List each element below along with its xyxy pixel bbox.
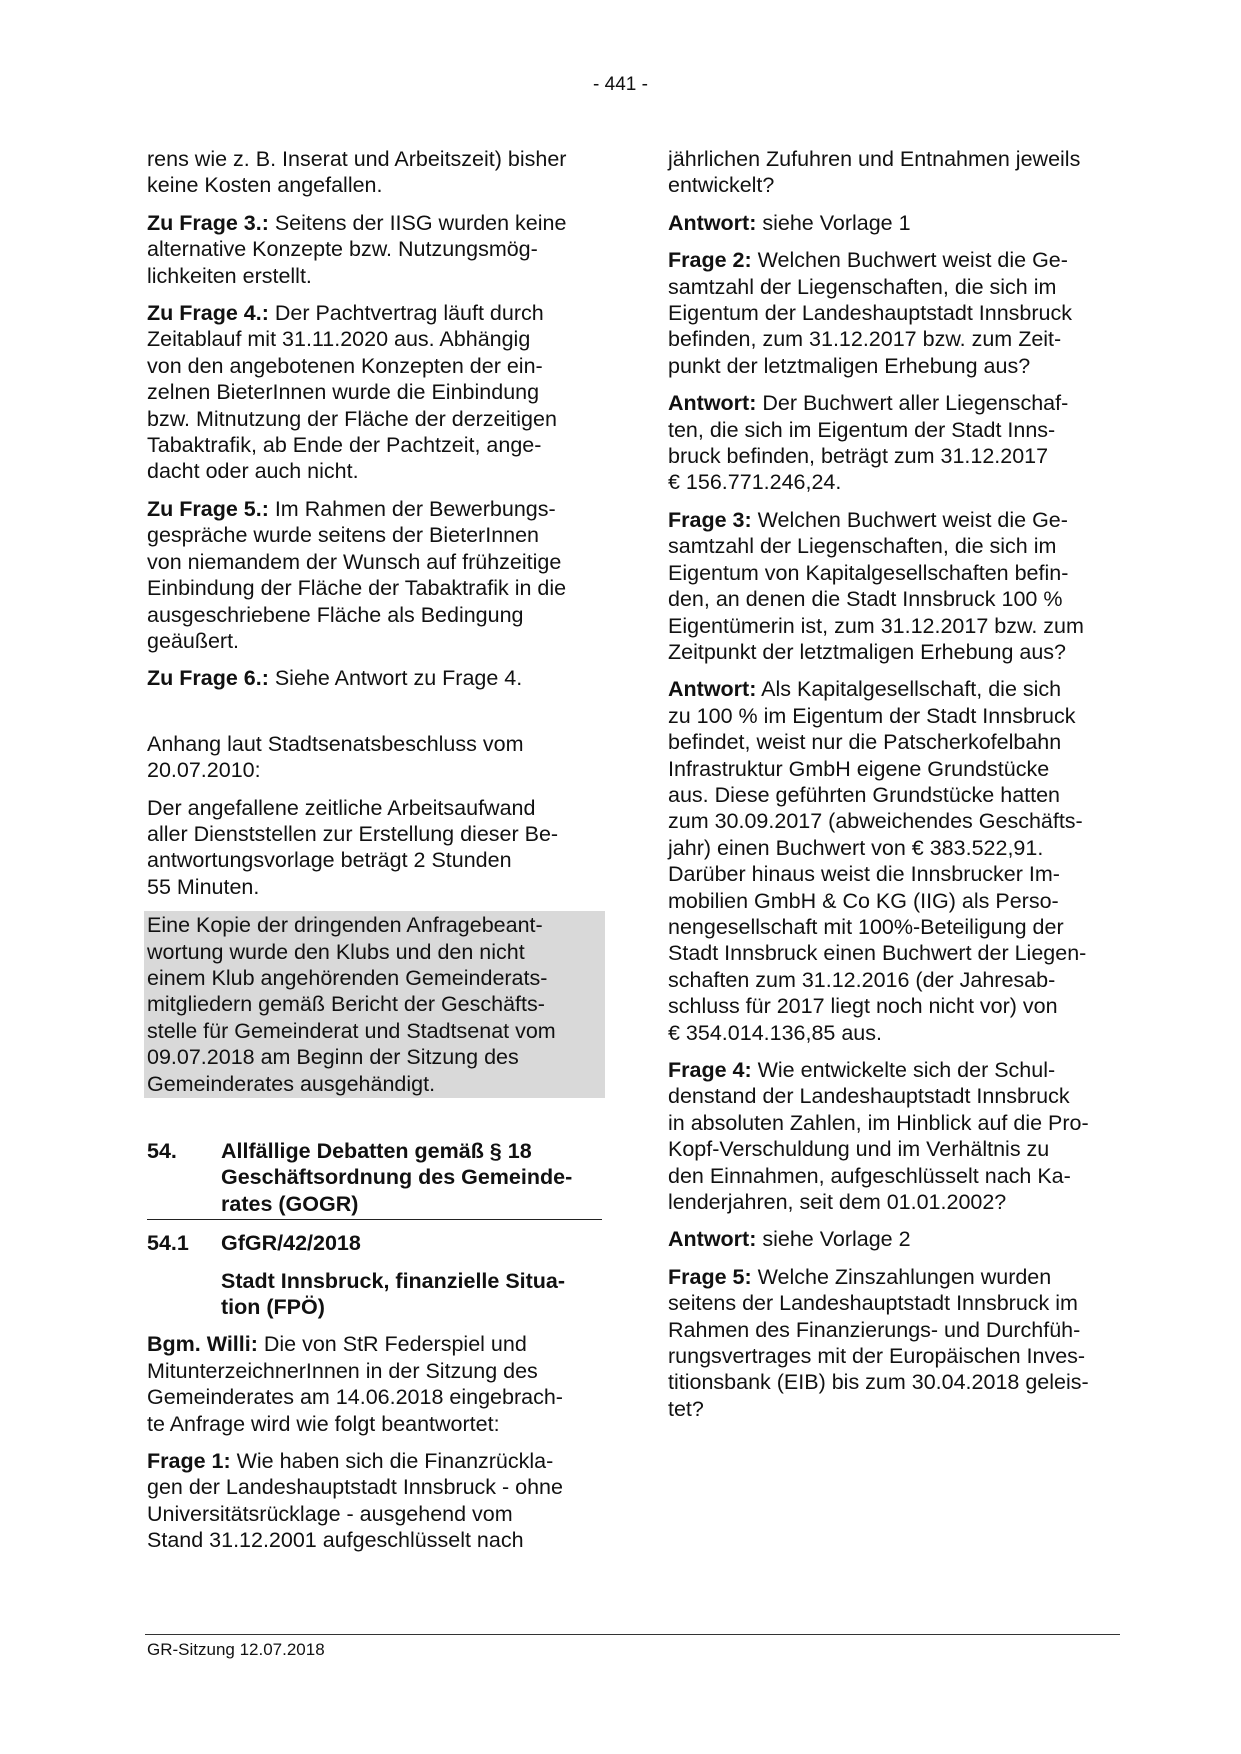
text-line: zelnen BieterInnen wurde die Einbindung (147, 380, 540, 405)
text-line: Im Rahmen der Bewerbungs- (268, 496, 556, 521)
left-column (147, 146, 602, 1565)
text-line: den, an denen die Stadt Innsbruck 100 % (668, 587, 1063, 612)
question-label: Frage 4: (668, 1058, 752, 1082)
paragraph-anhang (147, 731, 602, 784)
paragraph-antwort-2 (668, 390, 1133, 496)
question-label: Zu Frage 5.: (147, 496, 269, 521)
text-line: Kopf-Verschuldung und im Verhältnis zu (668, 1137, 1050, 1162)
text-line: siehe Vorlage 1 (756, 210, 911, 235)
text-line: 20.07.2010: (147, 758, 261, 783)
text-line: von den angebotenen Konzepten der ein- (147, 353, 543, 378)
text-line: Stadt Innsbruck einen Buchwert der Liegen- (668, 941, 1087, 966)
text-line: tet? (668, 1396, 704, 1421)
paragraph-frage-5-right (668, 1264, 1133, 1422)
text-line: Eigentümerin ist, zum 31.12.2017 bzw. zum (668, 613, 1084, 638)
text-line: jahr) einen Buchwert von € 383.522,91. (668, 835, 1044, 860)
paragraph-frage-5 (147, 496, 602, 654)
text-line: gespräche wurde seitens der BieterInnen (147, 523, 540, 548)
paragraph-antwort-4 (668, 1226, 1133, 1252)
text-line: punkt der letztmaligen Erhebung aus? (668, 353, 1031, 378)
text-line: Der Buchwert aller Liegenschaf- (756, 391, 1069, 416)
subsection-title (221, 1268, 602, 1321)
text-line: Zeitablauf mit 31.11.2020 aus. Abhängig (147, 327, 531, 352)
text-line: nengesellschaft mit 100%-Beteiligung der (668, 914, 1064, 939)
answer-label: Antwort: (668, 210, 757, 235)
text-line: Siehe Antwort zu Frage 4. (268, 666, 523, 691)
footer-rule (145, 1634, 1120, 1635)
text-line: Tabaktrafik, ab Ende der Pachtzeit, ange- (147, 433, 542, 458)
text-line: bruck befinden, beträgt zum 31.12.2017 (668, 444, 1049, 469)
text-line: tion (FPÖ) (221, 1295, 325, 1320)
text-line: Eigentum von Kapitalgesellschaften befin- (668, 560, 1069, 585)
section-heading-54 (147, 1138, 602, 1217)
text-line: zum 30.09.2017 (abweichendes Geschäfts- (668, 809, 1083, 834)
text-line: aller Dienststellen zur Erstellung dieser Be- (147, 821, 559, 846)
text-line: Als Kapitalgesellschaft, die sich (756, 677, 1062, 702)
section-title (221, 1138, 572, 1217)
subsection-code: GfGR/42/2018 (221, 1231, 361, 1256)
text-line: mobilien GmbH & Co KG (IIG) als Perso- (668, 888, 1059, 913)
paragraph-antwort-3 (668, 676, 1133, 1046)
text-line: antwortungsvorlage beträgt 2 Stunden (147, 848, 512, 873)
text-line: alternative Konzepte bzw. Nutzungsmög- (147, 237, 538, 262)
text-line: Infrastruktur GmbH eigene Grundstücke (668, 756, 1050, 781)
paragraph-frage-4 (147, 300, 602, 485)
paragraph-antwort-1 (668, 210, 1133, 236)
paragraph-frage-1 (147, 1448, 602, 1554)
text-line: Wie entwickelte sich der Schul- (751, 1058, 1056, 1082)
text-line: aus. Diese geführten Grundstücke hatten (668, 782, 1061, 807)
text-line: Gemeinderates ausgehändigt. (147, 1071, 436, 1096)
section-number: 54. (147, 1139, 177, 1163)
text-line: te Anfrage wird wie folgt beantwortet: (147, 1411, 500, 1436)
text-line: schaften zum 31.12.2016 (der Jahresab- (668, 967, 1056, 992)
text-line: ausgeschriebene Fläche als Bedingung (147, 602, 524, 627)
paragraph-frage-1-cont (668, 146, 1133, 199)
paragraph-frage-3 (147, 210, 602, 289)
text-line: in absoluten Zahlen, im Hinblick auf die Pro- (668, 1110, 1089, 1135)
question-label: Frage 3: (668, 507, 752, 532)
text-line: Geschäftsordnung des Gemeinde- (221, 1165, 573, 1190)
text-line: Eigentum der Landeshauptstadt Innsbruck (668, 301, 1072, 326)
shaded-notice (144, 911, 605, 1098)
text-line: denstand der Landeshauptstadt Innsbruck (668, 1084, 1070, 1109)
text-line: den Einnahmen, aufgeschlüsselt nach Ka- (668, 1163, 1071, 1188)
text-line: siehe Vorlage 2 (756, 1227, 911, 1252)
text-line: € 156.771.246,24. (668, 470, 842, 495)
paragraph-arbeitsaufwand (147, 795, 602, 901)
text-line: samtzahl der Liegenschaften, die sich im (668, 274, 1057, 299)
paragraph-costs (147, 146, 602, 199)
text-line: rens wie z. B. Inserat und Arbeitszeit) bisher (147, 147, 567, 171)
text-line: entwickelt? (668, 173, 775, 198)
text-line: Der Pachtvertrag läuft durch (268, 301, 544, 326)
text-line: schluss für 2017 liegt noch nicht vor) von (668, 994, 1058, 1019)
text-line: Welchen Buchwert weist die Ge- (751, 248, 1068, 273)
text-line: titionsbank (EIB) bis zum 30.04.2018 geleis- (668, 1370, 1089, 1395)
question-label: Frage 1: (147, 1449, 231, 1474)
text-line: von niemandem der Wunsch auf frühzeitige (147, 549, 562, 574)
text-line: Zeitpunkt der letztmaligen Erhebung aus? (668, 639, 1066, 664)
text-line: befinden, zum 31.12.2017 bzw. zum Zeit- (668, 327, 1062, 352)
text-line: Welche Zinszahlungen wurden (751, 1264, 1052, 1289)
text-line: Stadt Innsbruck, finanzielle Situa- (221, 1268, 566, 1293)
text-line: Eine Kopie der dringenden Anfragebeant- (147, 913, 543, 938)
text-line: samtzahl der Liegenschaften, die sich im (668, 534, 1057, 559)
text-line: Anhang laut Stadtsenatsbeschluss vom (147, 731, 524, 756)
spacer (147, 703, 602, 731)
subsection-heading (147, 1230, 602, 1256)
text-line: zu 100 % im Eigentum der Stadt Innsbruck (668, 703, 1076, 728)
text-line: befindet, weist nur die Patscherkofelbahn (668, 730, 1062, 755)
text-line: 55 Minuten. (147, 874, 260, 899)
text-line: keine Kosten angefallen. (147, 173, 383, 198)
right-column (668, 146, 1133, 1433)
question-label: Zu Frage 6.: (147, 666, 269, 691)
text-line: mitgliedern gemäß Bericht der Geschäfts- (147, 992, 545, 1017)
answer-label: Antwort: (668, 677, 757, 702)
text-line: Gemeinderates am 14.06.2018 eingebrach- (147, 1385, 563, 1410)
text-line: € 354.014.136,85 aus. (668, 1020, 882, 1045)
paragraph-frage-3-right (668, 507, 1133, 665)
text-line: Rahmen des Finanzierungs- und Durchfüh- (668, 1317, 1081, 1342)
text-line: Der angefallene zeitliche Arbeitsaufwand (147, 795, 536, 820)
text-line: Seitens der IISG wurden keine (268, 210, 567, 235)
text-line: rungsvertrages mit der Europäischen Inves- (668, 1344, 1086, 1369)
text-line: geäußert. (147, 628, 240, 653)
text-line: Universitätsrücklage - ausgehend vom (147, 1501, 513, 1526)
text-line: 09.07.2018 am Beginn der Sitzung des (147, 1045, 519, 1070)
section-rule (147, 1219, 602, 1220)
text-line: rates (GOGR) (221, 1191, 359, 1216)
text-line: lenderjahren, seit dem 01.01.2002? (668, 1190, 1007, 1215)
text-line: MitunterzeichnerInnen in der Sitzung des (147, 1358, 538, 1383)
text-line: Die von StR Federspiel und (257, 1332, 527, 1357)
question-label: Frage 5: (668, 1264, 752, 1289)
text-line: einem Klub angehörenden Gemeinderats- (147, 965, 548, 990)
paragraph-frage-4-right (668, 1057, 1133, 1215)
text-line: dacht oder auch nicht. (147, 459, 359, 484)
page-number: - 441 - (593, 74, 648, 95)
text-line: Wie haben sich die Finanzrückla- (230, 1449, 554, 1474)
text-line: Darüber hinaus weist die Innsbrucker Im- (668, 862, 1060, 887)
text-line: lichkeiten erstellt. (147, 263, 312, 288)
question-label: Zu Frage 3.: (147, 210, 269, 235)
paragraph-bgm-willi (147, 1331, 602, 1437)
subsection-number: 54.1 (147, 1231, 189, 1256)
paragraph-frage-2 (668, 247, 1133, 379)
question-label: Frage 2: (668, 248, 752, 273)
text-line: gen der Landeshauptstadt Innsbruck - ohne (147, 1475, 563, 1500)
answer-label: Antwort: (668, 1227, 757, 1252)
paragraph-frage-6 (147, 665, 602, 691)
text-line: jährlichen Zufuhren und Entnahmen jeweils (668, 147, 1081, 171)
text-line: stelle für Gemeinderat und Stadtsenat vom (147, 1018, 556, 1043)
speaker-label: Bgm. Willi: (147, 1332, 258, 1357)
question-label: Zu Frage 4.: (147, 301, 269, 326)
footer-text: GR-Sitzung 12.07.2018 (147, 1640, 325, 1659)
text-line: seitens der Landeshauptstadt Innsbruck im (668, 1291, 1078, 1316)
text-line: Einbindung der Fläche der Tabaktrafik in die (147, 576, 567, 601)
text-line: Welchen Buchwert weist die Ge- (751, 507, 1068, 532)
text-line: Allfällige Debatten gemäß § 18 (221, 1139, 532, 1163)
text-line: ten, die sich im Eigentum der Stadt Inns- (668, 417, 1056, 442)
text-line: bzw. Mitnutzung der Fläche der derzeitigen (147, 406, 557, 431)
text-line: Stand 31.12.2001 aufgeschlüsselt nach (147, 1528, 524, 1553)
text-line: wortung wurde den Klubs und den nicht (147, 939, 525, 964)
answer-label: Antwort: (668, 391, 757, 416)
